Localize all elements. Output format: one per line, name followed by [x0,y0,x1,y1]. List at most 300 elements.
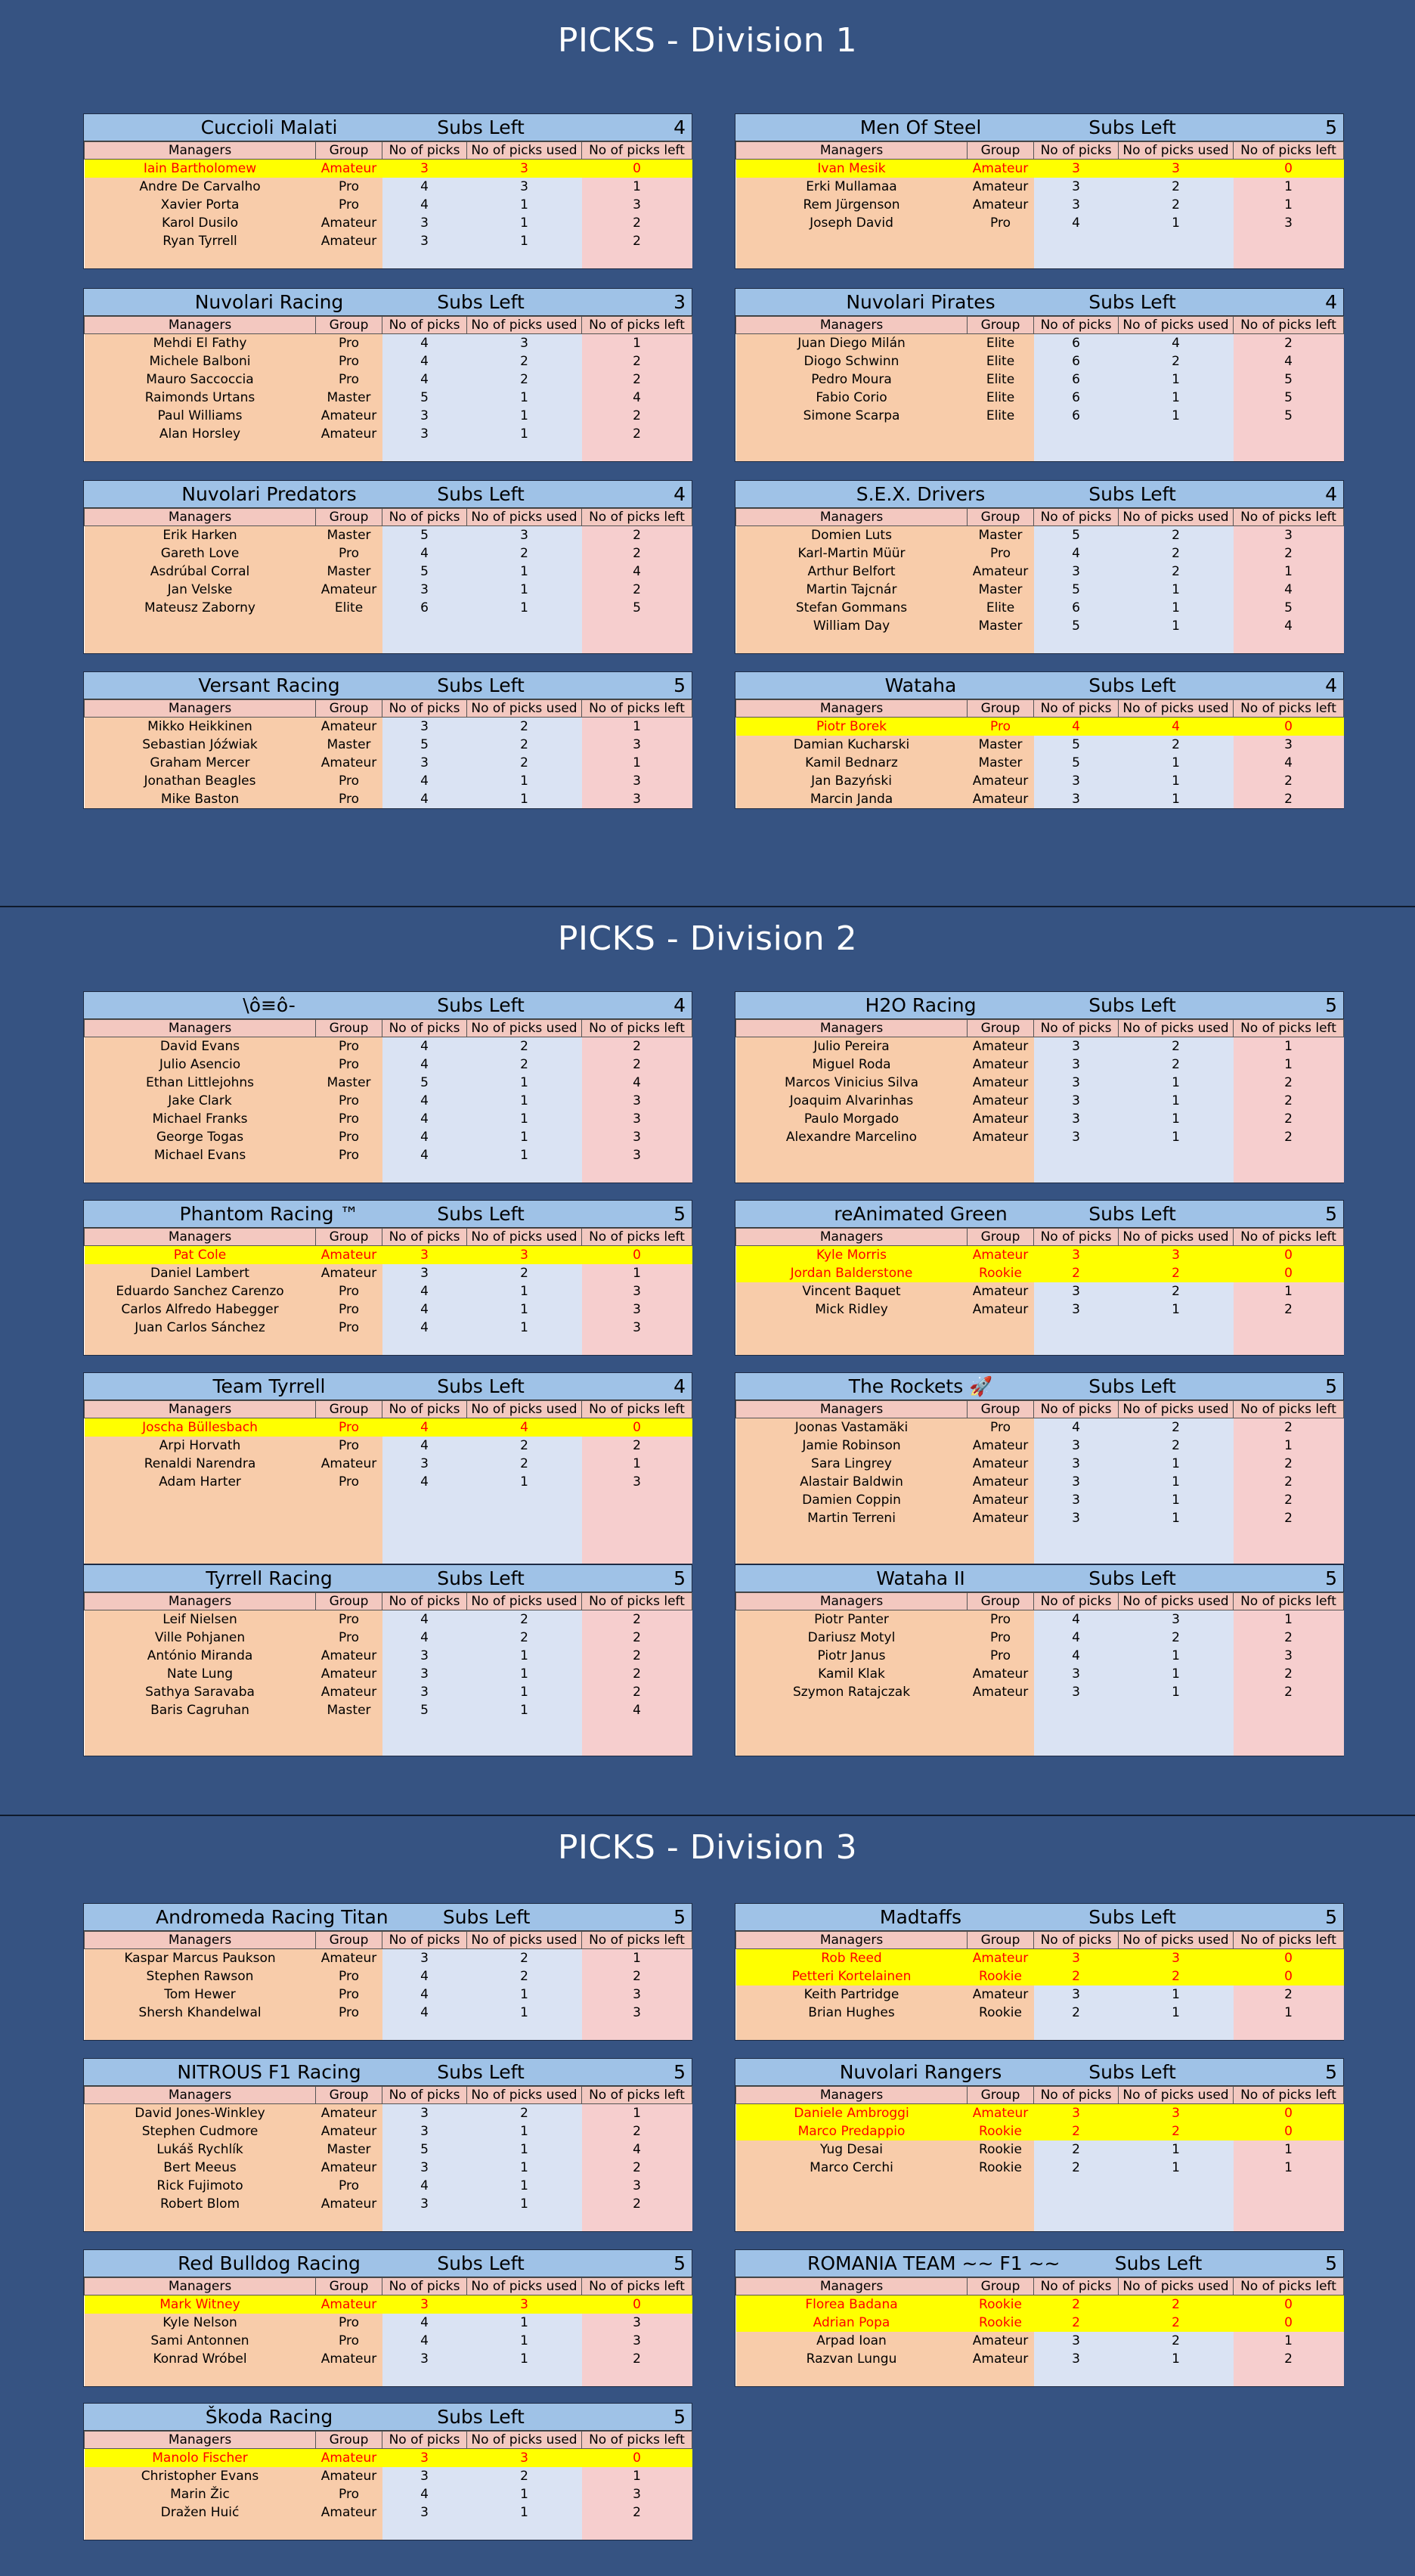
group-header: Group [968,509,1034,526]
picks-header: No of picks [382,1932,467,1949]
manager-row [85,1455,692,1473]
column-header-row [736,142,1344,160]
manager-group [968,1719,1034,1737]
picks-count: 4 [382,1985,467,2004]
manager-row [85,1128,692,1146]
picks-count: 3 [382,2159,467,2177]
team-header [84,481,692,508]
picks-used: 2 [467,1056,582,1074]
manager-group: Master [316,1701,382,1719]
column-header-row [736,1020,1344,1037]
team-name: Versant Racing [198,674,340,696]
picks-table [735,1228,1344,1355]
division-title: PICKS - Division 1 [557,21,858,60]
picks-count: 4 [382,1473,467,1491]
manager-name [85,1527,316,1545]
picks-used: 3 [467,160,582,178]
picks-count: 3 [1034,1473,1119,1491]
manager-row [85,1647,692,1665]
picks-used: 2 [1119,1418,1234,1437]
team-header [735,1565,1343,1592]
picks-left-header: No of picks left [1234,1932,1344,1949]
subs-left-label: Subs Left [1088,483,1176,505]
picks-used: 1 [1119,214,1234,232]
manager-row [736,334,1344,353]
picks-left: 3 [582,1128,692,1146]
manager-name: Juan Carlos Sánchez [85,1319,316,1337]
picks-count [1034,1701,1119,1719]
picks-count: 3 [382,1264,467,1282]
manager-row [736,2004,1344,2022]
manager-name: Nate Lung [85,1665,316,1683]
picks-used [1119,1701,1234,1719]
picks-used: 1 [467,2122,582,2140]
manager-group: Rookie [968,2159,1034,2177]
manager-group [316,1491,382,1509]
picks-used-header: No of picks used [1119,509,1234,526]
manager-name: Rem Jürgenson [736,196,968,214]
empty-row [85,1509,692,1527]
picks-used-header: No of picks used [467,142,582,160]
picks-used: 1 [1119,1092,1234,1110]
team-header [735,1904,1343,1931]
empty-row [85,1545,692,1564]
picks-used: 1 [1119,1985,1234,2004]
picks-used: 1 [467,772,582,790]
manager-row [736,160,1344,178]
column-header-row [736,1229,1344,1246]
subs-left-count: 5 [673,2406,686,2428]
picks-used-header: No of picks used [467,1020,582,1037]
manager-name: Vincent Baquet [736,1282,968,1300]
team-table [735,2058,1344,2232]
picks-used [467,1509,582,1527]
manager-name: Keith Partridge [736,1985,968,2004]
picks-count: 3 [382,232,467,250]
picks-left [1234,1164,1344,1183]
picks-count: 4 [382,1629,467,1647]
manager-group: Amateur [316,1246,382,1265]
picks-left-header: No of picks left [1234,700,1344,718]
manager-group: Amateur [968,1246,1034,1265]
picks-used-header: No of picks used [1119,1229,1234,1246]
picks-count: 4 [382,1319,467,1337]
picks-left: 4 [582,1074,692,1092]
picks-left: 4 [1234,581,1344,599]
group-header: Group [316,509,382,526]
manager-row [85,407,692,425]
picks-table [735,1019,1344,1183]
manager-row [736,1455,1344,1473]
column-header-row [736,509,1344,526]
manager-name: Paulo Morgado [736,1110,968,1128]
manager-row [85,2159,692,2177]
manager-row [736,563,1344,581]
picks-table [84,316,692,461]
picks-count: 4 [382,196,467,214]
team-name: Nuvolari Racing [194,291,344,313]
empty-row [736,1337,1344,1355]
manager-row [85,718,692,736]
column-header-row [85,1020,692,1037]
manager-name: Brian Hughes [736,2004,968,2022]
manager-group: Pro [316,1967,382,1985]
picks-used: 2 [467,1610,582,1629]
picks-used: 1 [467,790,582,808]
picks-used: 1 [467,563,582,581]
manager-group: Pro [316,352,382,370]
manager-row [85,334,692,353]
picks-left: 2 [582,1665,692,1683]
picks-count [382,250,467,268]
group-header: Group [316,1401,382,1418]
subs-left-label: Subs Left [442,1906,531,1928]
picks-count: 4 [1034,1418,1119,1437]
picks-used: 1 [1119,581,1234,599]
manager-group: Pro [316,1629,382,1647]
manager-row [85,1264,692,1282]
picks-count [1034,1719,1119,1737]
picks-left: 3 [1234,526,1344,545]
picks-used [467,1491,582,1509]
manager-group: Amateur [968,1683,1034,1701]
picks-used: 2 [1119,1629,1234,1647]
team-name: Andromeda Racing Titan [156,1906,389,1928]
team-table [735,480,1344,654]
manager-name: Christopher Evans [85,2467,316,2485]
manager-row [85,1300,692,1319]
picks-left-header: No of picks left [582,700,692,718]
empty-row [736,1737,1344,1756]
picks-used: 1 [467,2177,582,2195]
manager-name: Domien Luts [736,526,968,545]
manager-group: Pro [316,1437,382,1455]
manager-name: Daniel Lambert [85,1264,316,1282]
picks-left: 2 [582,2159,692,2177]
picks-used: 1 [467,581,582,599]
manager-name [736,1164,968,1183]
picks-left: 2 [1234,1074,1344,1092]
empty-row [736,250,1344,268]
picks-count: 4 [382,790,467,808]
division-title: PICKS - Division 3 [557,1828,858,1867]
manager-row [85,389,692,407]
column-header-row [736,317,1344,334]
manager-row [736,790,1344,808]
managers-header: Managers [736,2087,968,2104]
picks-left: 2 [1234,1665,1344,1683]
manager-row [85,196,692,214]
picks-left: 3 [582,1300,692,1319]
picks-left: 1 [582,178,692,196]
subs-left-count: 5 [673,2061,686,2083]
manager-name: Stephen Cudmore [85,2122,316,2140]
manager-group [968,1737,1034,1756]
team-header [84,114,692,141]
manager-name: Iain Bartholomew [85,160,316,178]
manager-name: Pat Cole [85,1246,316,1265]
manager-name: Andre De Carvalho [85,178,316,196]
manager-group [968,1527,1034,1545]
picks-table [84,2086,692,2231]
manager-row [736,196,1344,214]
team-name: Tyrrell Racing [206,1567,333,1589]
picks-used: 1 [1119,2159,1234,2177]
manager-name: Ville Pohjanen [85,1629,316,1647]
manager-name: Michael Evans [85,1146,316,1164]
manager-group: Amateur [316,2195,382,2213]
team-table [83,2058,692,2232]
team-table [735,288,1344,462]
manager-row [736,1074,1344,1092]
manager-group: Amateur [968,772,1034,790]
manager-group [316,2213,382,2231]
picks-left [1234,2213,1344,2231]
picks-used: 1 [467,1146,582,1164]
picks-left: 1 [582,1264,692,1282]
subs-left-label: Subs Left [1088,1203,1176,1225]
picks-used: 2 [1119,563,1234,581]
manager-group: Rookie [968,2004,1034,2022]
manager-row [736,2295,1344,2314]
picks-count: 3 [1034,196,1119,214]
picks-count: 3 [382,2449,467,2468]
picks-table [84,2277,692,2386]
managers-header: Managers [85,1593,316,1610]
manager-name: Simone Scarpa [736,407,968,425]
picks-used: 1 [1119,790,1234,808]
picks-used: 1 [1119,1110,1234,1128]
picks-used: 1 [467,2332,582,2350]
picks-left: 2 [1234,334,1344,353]
picks-used: 1 [467,1473,582,1491]
picks-count: 4 [382,2332,467,2350]
picks-used: 2 [1119,1264,1234,1282]
picks-left-header: No of picks left [1234,1593,1344,1610]
picks-table [84,1592,692,1756]
team-header [84,672,692,699]
manager-group: Amateur [968,1037,1034,1056]
manager-row [85,178,692,196]
manager-name: George Togas [85,1128,316,1146]
team-name: Madtaffs [879,1906,962,1928]
picks-count: 4 [382,178,467,196]
manager-group [316,443,382,461]
managers-header: Managers [736,700,968,718]
picks-left [582,1509,692,1527]
picks-used: 1 [467,2503,582,2522]
subs-left-count: 4 [1325,674,1337,696]
picks-left: 2 [1234,2350,1344,2368]
manager-row [736,1300,1344,1319]
picks-left: 2 [582,2195,692,2213]
manager-name [736,2177,968,2195]
picks-header: No of picks [1034,1593,1119,1610]
picks-used: 2 [467,1629,582,1647]
managers-header: Managers [85,2432,316,2449]
manager-name: Piotr Panter [736,1610,968,1629]
picks-count: 3 [382,1455,467,1473]
manager-row [85,2485,692,2503]
picks-left: 2 [1234,1092,1344,1110]
picks-used [1119,1146,1234,1164]
column-header-row [85,1932,692,1949]
picks-count [1034,2177,1119,2195]
picks-left: 2 [582,1610,692,1629]
picks-left: 1 [582,1455,692,1473]
picks-left [582,1719,692,1737]
picks-left: 0 [1234,2104,1344,2123]
picks-count: 3 [382,1246,467,1265]
picks-count: 3 [1034,1128,1119,1146]
manager-name: Alexandre Marcelino [736,1128,968,1146]
manager-group: Elite [968,352,1034,370]
column-header-row [85,317,692,334]
team-table [83,480,692,654]
picks-left-header: No of picks left [1234,317,1344,334]
team-header [735,2059,1343,2086]
picks-left: 2 [1234,1455,1344,1473]
picks-count: 3 [382,2503,467,2522]
picks-used [467,443,582,461]
picks-left: 3 [582,1146,692,1164]
manager-row [85,2350,692,2368]
team-name: Škoda Racing [205,2406,333,2428]
manager-name: Shersh Khandelwal [85,2004,316,2022]
managers-header: Managers [85,1020,316,1037]
picks-count: 3 [1034,1455,1119,1473]
picks-left [582,1491,692,1509]
manager-row [736,544,1344,563]
empty-row [736,1164,1344,1183]
picks-left: 3 [582,2004,692,2022]
picks-used: 1 [1119,1128,1234,1146]
picks-used: 1 [1119,1473,1234,1491]
manager-group: Master [316,526,382,545]
picks-left: 2 [582,425,692,443]
team-name: S.E.X. Drivers [856,483,986,505]
picks-used: 1 [467,1683,582,1701]
picks-count [382,2213,467,2231]
manager-name [85,1545,316,1564]
picks-left-header: No of picks left [582,2278,692,2295]
picks-used [467,1164,582,1183]
manager-row [85,2467,692,2485]
manager-row [85,754,692,772]
picks-table [735,141,1344,268]
picks-count [382,2022,467,2040]
manager-row [85,1437,692,1455]
group-header: Group [316,2432,382,2449]
picks-left [1234,1719,1344,1737]
manager-row [736,1056,1344,1074]
column-header-row [85,509,692,526]
manager-group: Amateur [968,160,1034,178]
manager-group [316,1337,382,1355]
picks-left: 2 [1234,790,1344,808]
manager-row [736,1110,1344,1128]
picks-header: No of picks [382,509,467,526]
picks-count: 3 [382,1647,467,1665]
picks-left: 1 [1234,178,1344,196]
manager-group [968,1545,1034,1564]
picks-used: 2 [467,2467,582,2485]
manager-row [85,2449,692,2468]
manager-row [736,599,1344,617]
picks-left: 5 [1234,407,1344,425]
picks-used: 1 [467,407,582,425]
picks-left: 2 [582,544,692,563]
picks-count: 2 [1034,2140,1119,2159]
picks-left-header: No of picks left [582,2087,692,2104]
picks-left-header: No of picks left [1234,142,1344,160]
manager-row [85,1967,692,1985]
manager-row [85,1246,692,1265]
manager-row [736,1473,1344,1491]
subs-left-label: Subs Left [1088,2061,1176,2083]
picks-count: 4 [1034,544,1119,563]
empty-row [736,1527,1344,1545]
managers-header: Managers [736,509,968,526]
picks-used [1119,635,1234,653]
subs-left-count: 5 [1325,1375,1337,1397]
picks-left: 1 [1234,1037,1344,1056]
picks-count [1034,2022,1119,2040]
picks-count: 5 [1034,736,1119,754]
picks-left [1234,635,1344,653]
manager-name: Piotr Borek [736,718,968,736]
manager-row [85,1949,692,1968]
manager-group: Elite [968,407,1034,425]
team-header [84,1904,692,1931]
picks-left: 0 [1234,1967,1344,1985]
picks-left: 4 [582,1701,692,1719]
picks-count: 6 [382,599,467,617]
manager-name [736,425,968,443]
manager-group [968,232,1034,250]
column-header-row [85,142,692,160]
picks-count: 2 [1034,2295,1119,2314]
picks-used: 2 [1119,544,1234,563]
subs-left-label: Subs Left [1088,1567,1176,1589]
group-header: Group [316,700,382,718]
manager-group: Amateur [968,1092,1034,1110]
picks-used [467,1719,582,1737]
picks-left: 2 [582,2350,692,2368]
team-table [83,1372,692,1564]
picks-used: 1 [1119,1074,1234,1092]
manager-group: Pro [316,2004,382,2022]
manager-group: Master [968,736,1034,754]
picks-count [1034,635,1119,653]
picks-count [382,1491,467,1509]
picks-left: 5 [582,599,692,617]
manager-row [85,1282,692,1300]
column-header-row [85,2432,692,2449]
manager-group: Amateur [316,581,382,599]
manager-group: Amateur [968,1110,1034,1128]
subs-left-count: 4 [673,116,686,138]
manager-group: Pro [316,1300,382,1319]
manager-row [85,1985,692,2004]
picks-count [1034,232,1119,250]
picks-used [467,1737,582,1756]
manager-name: Renaldi Narendra [85,1455,316,1473]
manager-group: Amateur [968,1056,1034,1074]
picks-count: 3 [382,581,467,599]
manager-name: Kyle Nelson [85,2314,316,2332]
team-table [83,671,692,809]
